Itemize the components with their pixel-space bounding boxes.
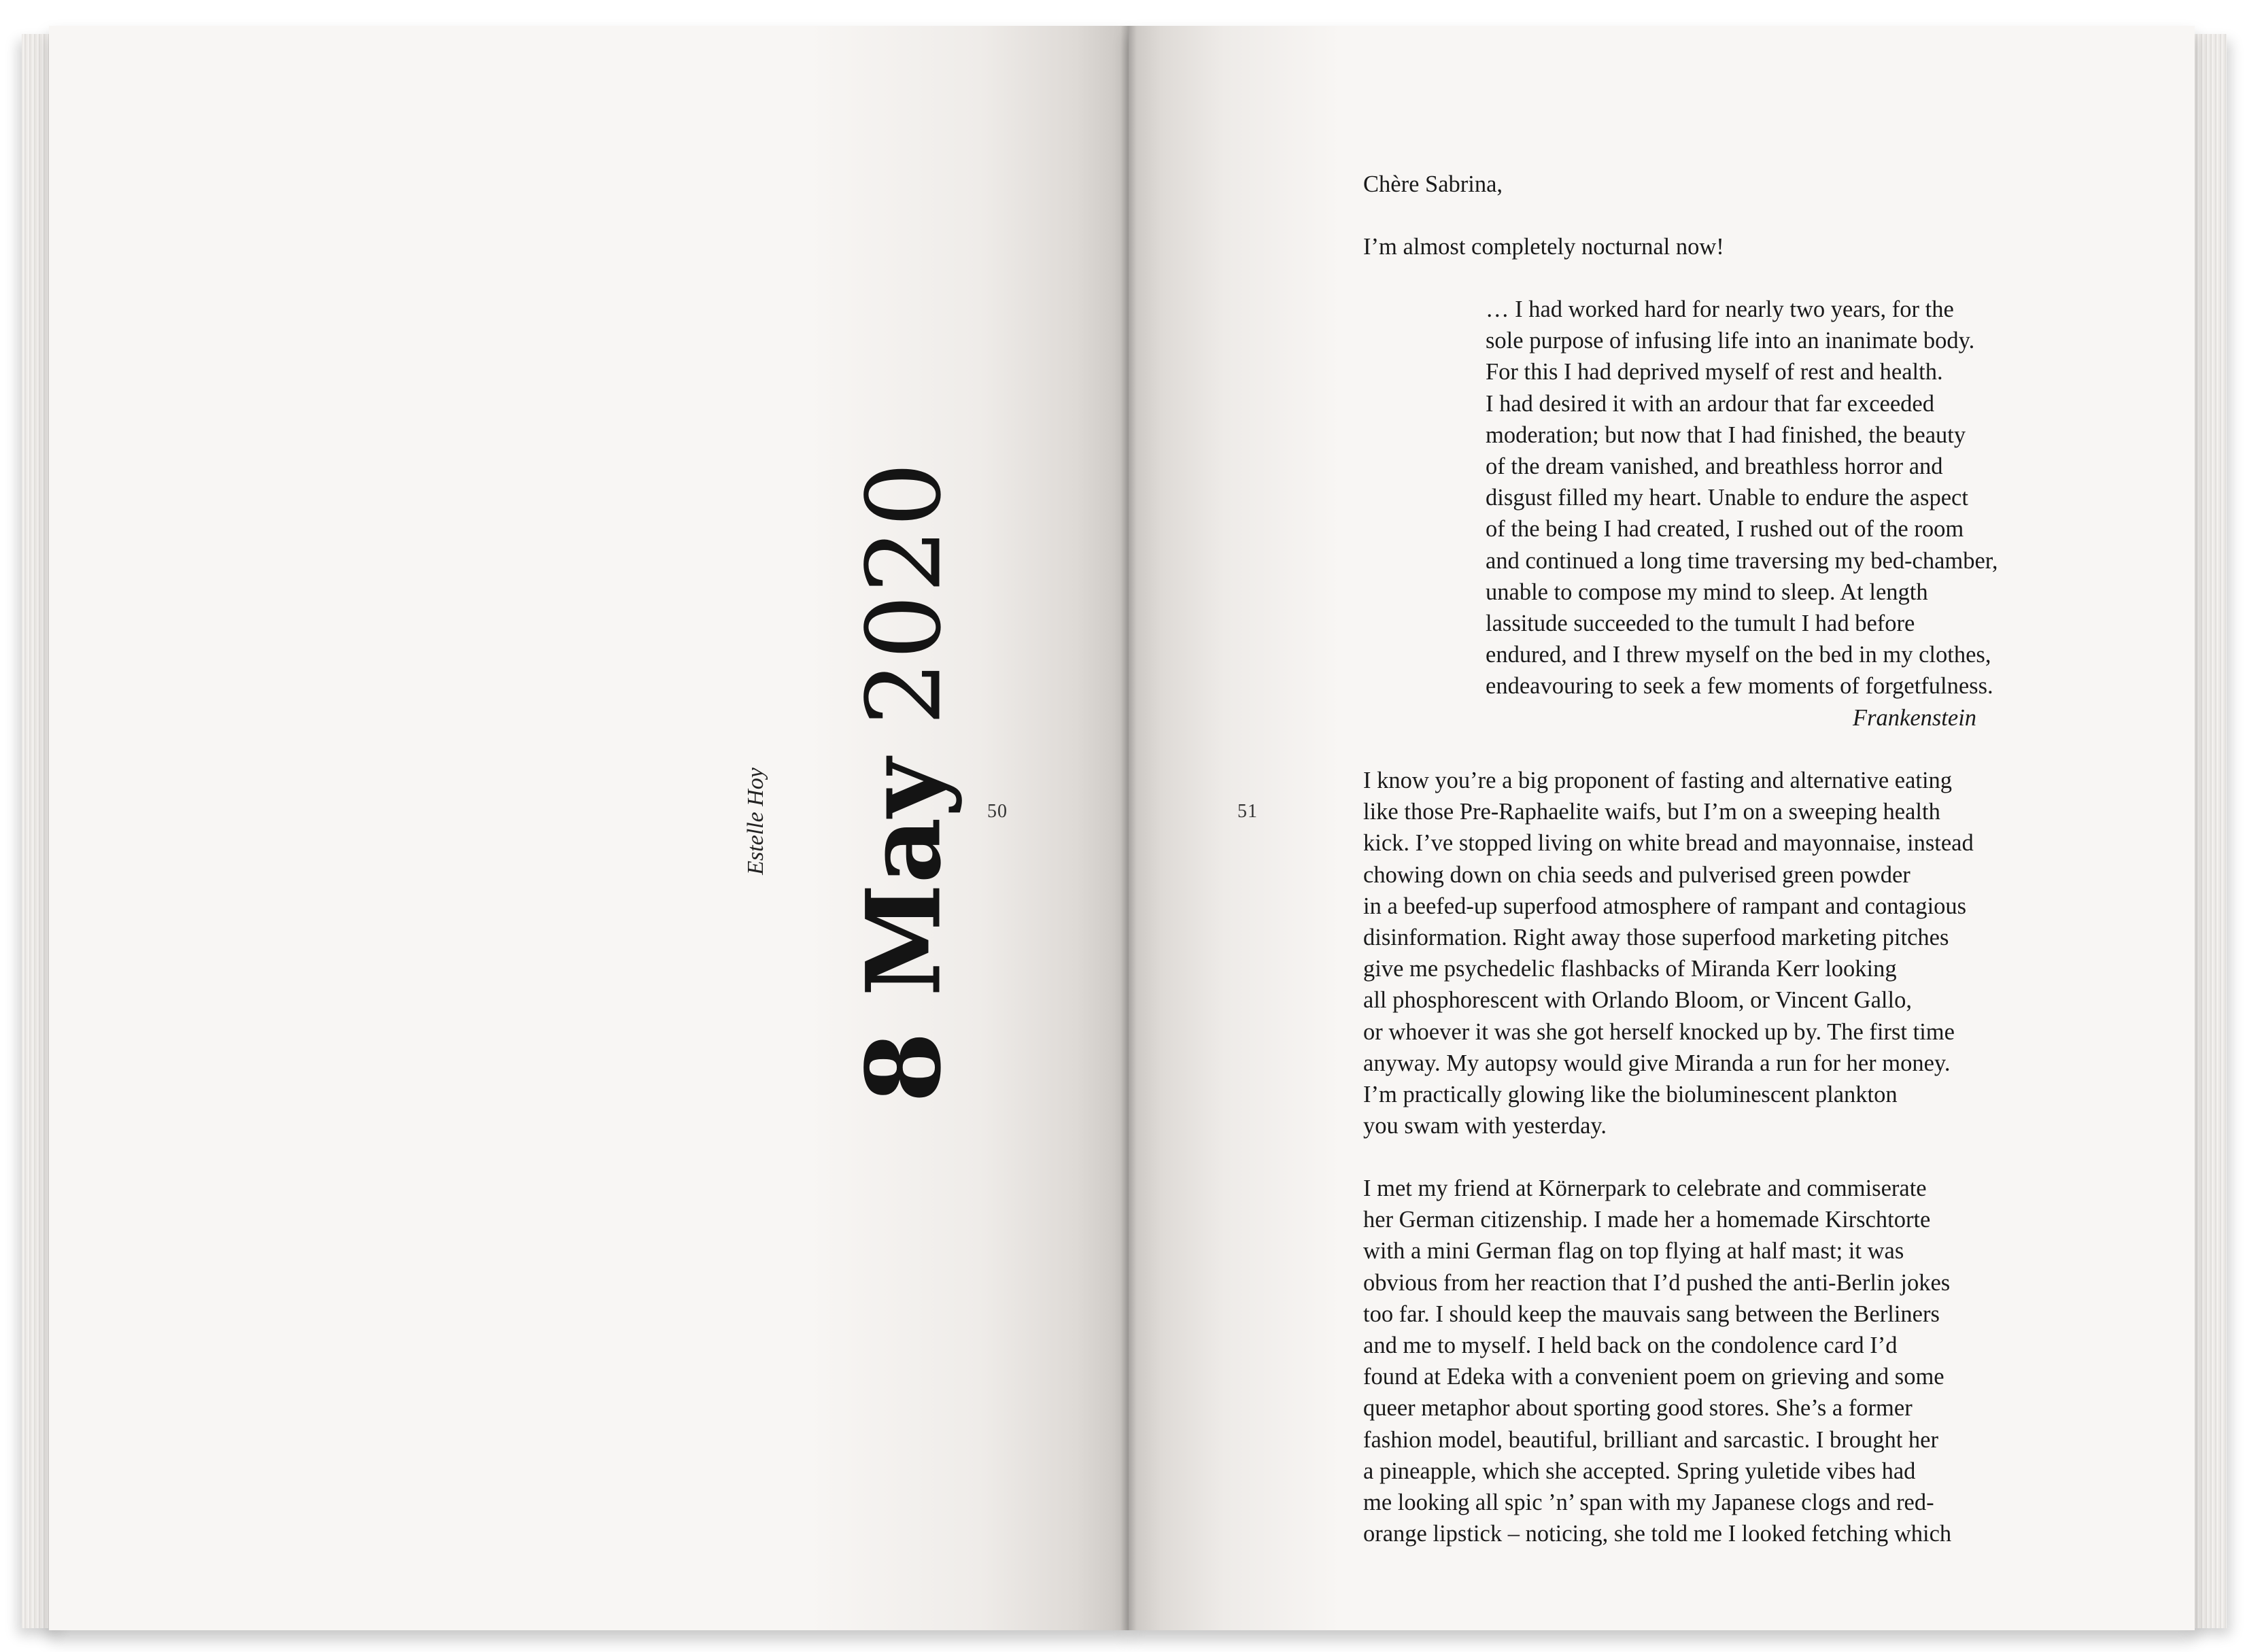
- left-page: [49, 26, 1130, 1630]
- paragraph-line: queer metaphor about sporting good stores. She’s a former: [1363, 1395, 1913, 1422]
- paragraph-line: with a mini German flag on top flying at half mast; it was: [1363, 1238, 1904, 1264]
- quote-line: endeavouring to seek a few moments of forgetfulness.: [1486, 673, 1993, 700]
- quote-line: of the dream vanished, and breathless horror and: [1486, 453, 1943, 480]
- paragraph-line: obvious from her reaction that I’d pushed the anti-Berlin jokes: [1363, 1269, 1951, 1296]
- paragraph-line: give me psychedelic flashbacks of Miranda Kerr looking: [1363, 956, 1897, 982]
- paragraph-1: [1363, 765, 2097, 1141]
- paragraph-line: found at Edeka with a convenient poem on grieving and some: [1363, 1364, 1944, 1390]
- quote-line: endured, and I threw myself on the bed in my clothes,: [1486, 642, 1991, 668]
- paragraph-line: a pineapple, which she accepted. Spring yuletide vibes had: [1363, 1458, 1916, 1484]
- paragraph-line: me looking all spic ’n’ span with my Japanese clogs and red-: [1363, 1490, 1934, 1516]
- chapter-title-year: 2020: [845, 460, 964, 726]
- paragraph-line: kick. I’ve stopped living on white bread and mayonnaise, instead: [1363, 830, 1974, 857]
- quote-line: I had desired it with an ardour that far exceeded: [1486, 390, 1934, 417]
- paragraph-line: disinformation. Right away those superfood marketing pitches: [1363, 925, 1949, 951]
- paragraph-line: I met my friend at Körnerpark to celebrate and commiserate: [1363, 1175, 1927, 1201]
- quote-line: moderation; but now that I had finished, the beauty: [1486, 421, 1966, 448]
- author-name: Estelle Hoy: [743, 768, 768, 875]
- paragraph-line: I know you’re a big proponent of fasting and alternative eating: [1363, 768, 1953, 793]
- paragraph-line: fashion model, beautiful, brilliant and sarcastic. I brought her: [1363, 1426, 1938, 1453]
- paragraph-line: in a beefed-up superfood atmosphere of rampant and contagious: [1363, 893, 1967, 919]
- paragraph-line: you swam with yesterday.: [1363, 1113, 1607, 1139]
- paragraph-line: anyway. My autopsy would give Miranda a run for her money.: [1363, 1050, 1951, 1076]
- quote-line: sole purpose of infusing life into an inanimate body.: [1486, 328, 1975, 354]
- paragraph-line: her German citizenship. I made her a homemade Kirschtorte: [1363, 1207, 1931, 1233]
- paragraph-line: like those Pre-Raphaelite waifs, but I’m on a sweeping health: [1363, 799, 1940, 825]
- quote-source: Frankenstein: [1853, 704, 1977, 731]
- opening-text: I’m almost completely nocturnal now!: [1363, 234, 1724, 260]
- salutation: [1363, 169, 2097, 200]
- quote-line: lassitude succeeded to the tumult I had before: [1486, 610, 1915, 637]
- paragraph-line: or whoever it was she got herself knocked up by. The first time: [1363, 1018, 1955, 1045]
- quote-line: and continued a long time traversing my bed-chamber,: [1486, 547, 1998, 574]
- paragraph-line: I’m practically glowing like the bioluminescent plankton: [1363, 1082, 1898, 1108]
- quote-line: … I had worked hard for nearly two years, for the: [1486, 296, 1954, 322]
- salutation-line: Chère Sabrina,: [1363, 171, 1503, 197]
- page-number-right: 51: [1237, 801, 1258, 822]
- block-quote: [1486, 294, 1998, 734]
- chapter-title-date: 8 May: [844, 758, 964, 1103]
- page-number-left: 50: [987, 801, 1008, 822]
- quote-line: unable to compose my mind to sleep. At length: [1486, 579, 1928, 605]
- opening-line: [1363, 231, 2097, 262]
- paragraph-2: [1363, 1173, 2097, 1549]
- quote-line: For this I had deprived myself of rest and health.: [1486, 359, 1943, 385]
- paragraph-line: orange lipstick – noticing, she told me I looked fetching which: [1363, 1521, 1952, 1547]
- paragraph-line: chowing down on chia seeds and pulverised green powder: [1363, 861, 1910, 888]
- quote-line: of the being I had created, I rushed out of the room: [1486, 516, 1964, 543]
- chapter-title: [844, 460, 964, 1103]
- paragraph-line: too far. I should keep the mauvais sang between the Berliners: [1363, 1301, 1940, 1327]
- book-gutter: [1120, 26, 1137, 1630]
- quote-line: disgust filled my heart. Unable to endure the aspect: [1486, 485, 1968, 511]
- paragraph-line: and me to myself. I held back on the condolence card I’d: [1363, 1332, 1898, 1359]
- paragraph-line: all phosphorescent with Orlando Bloom, or Vincent Gallo,: [1363, 987, 1912, 1014]
